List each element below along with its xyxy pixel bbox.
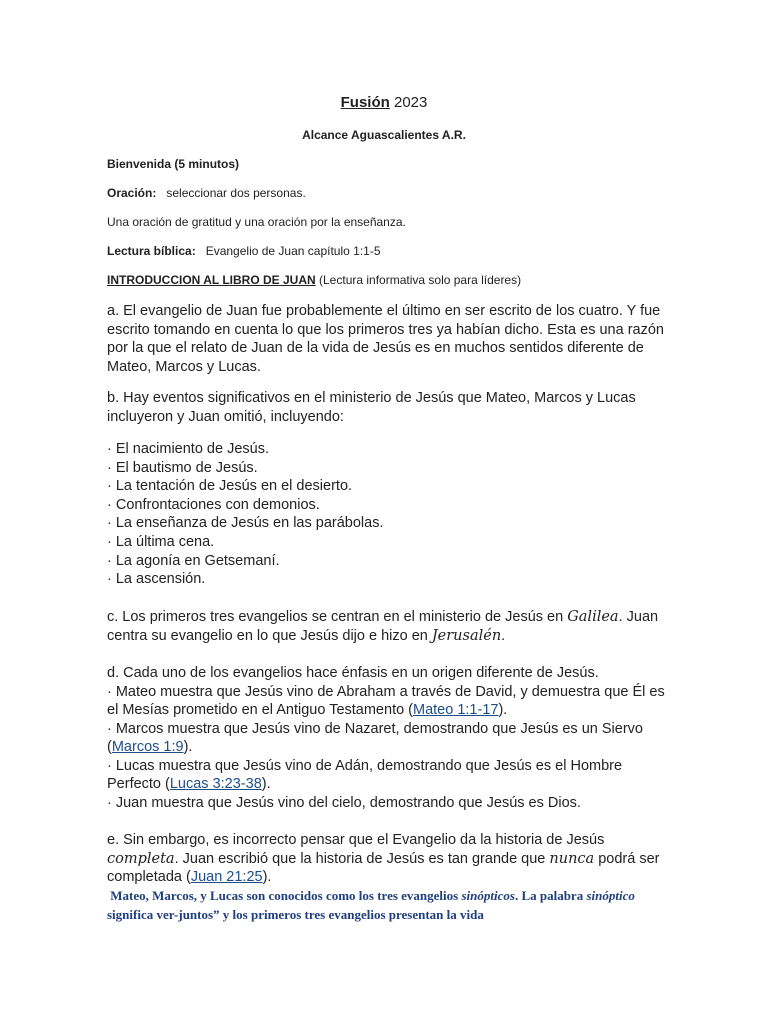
text-run: · Mateo muestra que Jesús vino de Abraham a través de David, y demuestra que Él es el Mesías prometido en el Antiguo Testamento ( bbox=[107, 683, 665, 718]
paragraph-d bbox=[107, 664, 667, 812]
text-run: ). bbox=[261, 776, 271, 792]
list-item: · La ascensión. bbox=[107, 571, 206, 588]
marcos-ref-link[interactable]: Marcos 1:9 bbox=[111, 739, 184, 755]
list-item: · La última cena. bbox=[107, 533, 215, 550]
place-galilea: Galilea bbox=[567, 609, 619, 625]
lucas-line bbox=[107, 757, 667, 794]
title-year: 2023 bbox=[393, 94, 428, 111]
reading-label: Lectura bíblica: bbox=[107, 244, 196, 258]
paragraph-b: b. Hay eventos significativos en el ministerio de Jesús que Mateo, Marcos y Lucas incluyeron y Juan omitió, incluyendo: bbox=[107, 390, 636, 425]
text-run: ). bbox=[262, 869, 272, 885]
text-run: ). bbox=[498, 702, 508, 718]
prayer-value: seleccionar dos personas. bbox=[166, 186, 306, 200]
text-run: ). bbox=[183, 739, 193, 755]
word-sinoptico: sinóptico bbox=[586, 888, 635, 903]
list-item: · La tentación de Jesús en el desierto. bbox=[107, 478, 353, 495]
list-item: · El nacimiento de Jesús. bbox=[107, 441, 269, 457]
intro-note: (Lectura informativa solo para líderes) bbox=[319, 273, 522, 287]
prayer-line bbox=[107, 186, 306, 201]
word-nunca: nunca bbox=[549, 850, 595, 867]
text-run: Mateo, Marcos, y Lucas son conocidos como los tres evangelios bbox=[110, 888, 462, 903]
list-item: · La agonía en Getsemaní. bbox=[107, 552, 280, 569]
text-run: podrá ser completada ( bbox=[107, 850, 660, 885]
word-completa: completa bbox=[107, 850, 175, 867]
closing-paragraph bbox=[107, 886, 677, 924]
title-word: Fusión bbox=[340, 94, 390, 111]
reading-line bbox=[107, 244, 381, 259]
marcos-line bbox=[107, 720, 667, 757]
text-run: e. Sin embargo, es incorrecto pensar que el Evangelio da la historia de Jesús bbox=[107, 832, 605, 848]
intro-heading: INTRODUCCION AL LIBRO DE JUAN bbox=[107, 273, 316, 287]
prayer-note: Una oración de gratitud y una oración por la enseñanza. bbox=[107, 215, 406, 229]
text-run: · Marcos muestra que Jesús vino de Nazaret, demostrando que Jesús es un Siervo ( bbox=[107, 720, 643, 755]
mateo-line bbox=[107, 683, 667, 720]
text-run: c. Los primeros tres evangelios se centran en el ministerio de Jesús en bbox=[107, 609, 568, 625]
welcome-text: Bienvenida (5 minutos) bbox=[107, 157, 240, 171]
lucas-ref-link[interactable]: Lucas 3:23-38 bbox=[169, 776, 262, 792]
welcome-line bbox=[107, 157, 239, 172]
intro-heading-line bbox=[107, 273, 521, 288]
paragraph-d-intro: d. Cada uno de los evangelios hace énfasis en un origen diferente de Jesús. bbox=[107, 665, 599, 681]
page-title bbox=[0, 94, 768, 111]
text-run: . bbox=[501, 627, 506, 644]
place-jerusalen: Jerusalén bbox=[431, 627, 502, 644]
page-subtitle: Alcance Aguascalientes A.R. bbox=[302, 128, 466, 142]
juan-ref-link[interactable]: Juan 21:25 bbox=[190, 869, 263, 885]
omitted-events-list bbox=[107, 440, 667, 589]
text-run: . La palabra bbox=[514, 888, 587, 903]
text-run: . Juan centra su evangelio en lo que Jesús dijo e hizo en bbox=[107, 609, 659, 644]
list-item: · El bautismo de Jesús. bbox=[107, 459, 258, 476]
reading-value: Evangelio de Juan capítulo 1:1-5 bbox=[205, 244, 381, 258]
text-run: · Lucas muestra que Jesús vino de Adán, demostrando que Jesús es el Hombre Perfecto ( bbox=[107, 757, 623, 792]
prayer-label: Oración: bbox=[107, 186, 157, 200]
word-sinopticos: sinópticos bbox=[461, 888, 515, 903]
list-item: · La enseñanza de Jesús en las parábolas. bbox=[107, 515, 384, 532]
text-run: significa ver-juntos” y los primeros tres evangelios presentan la vida bbox=[107, 907, 484, 922]
paragraph-a: a. El evangelio de Juan fue probablemente el último en ser escrito de los cuatro. Y fue escrito tomando en cuenta lo que los primeros tres ya habían dicho. Esta es una razón por la que el relato de Juan de la vida de Jesús es en muchos sentidos diferente de Mateo, Marcos y Lucas. bbox=[107, 303, 664, 375]
paragraph-e bbox=[107, 831, 667, 887]
juan-line: · Juan muestra que Jesús vino del cielo, demostrando que Jesús es Dios. bbox=[107, 794, 581, 811]
text-run: . Juan escribió que la historia de Jesús es tan grande que bbox=[174, 850, 550, 867]
paragraph-c bbox=[107, 608, 667, 645]
list-item: · Confrontaciones con demonios. bbox=[107, 496, 320, 513]
mateo-ref-link[interactable]: Mateo 1:1-17 bbox=[413, 702, 499, 718]
